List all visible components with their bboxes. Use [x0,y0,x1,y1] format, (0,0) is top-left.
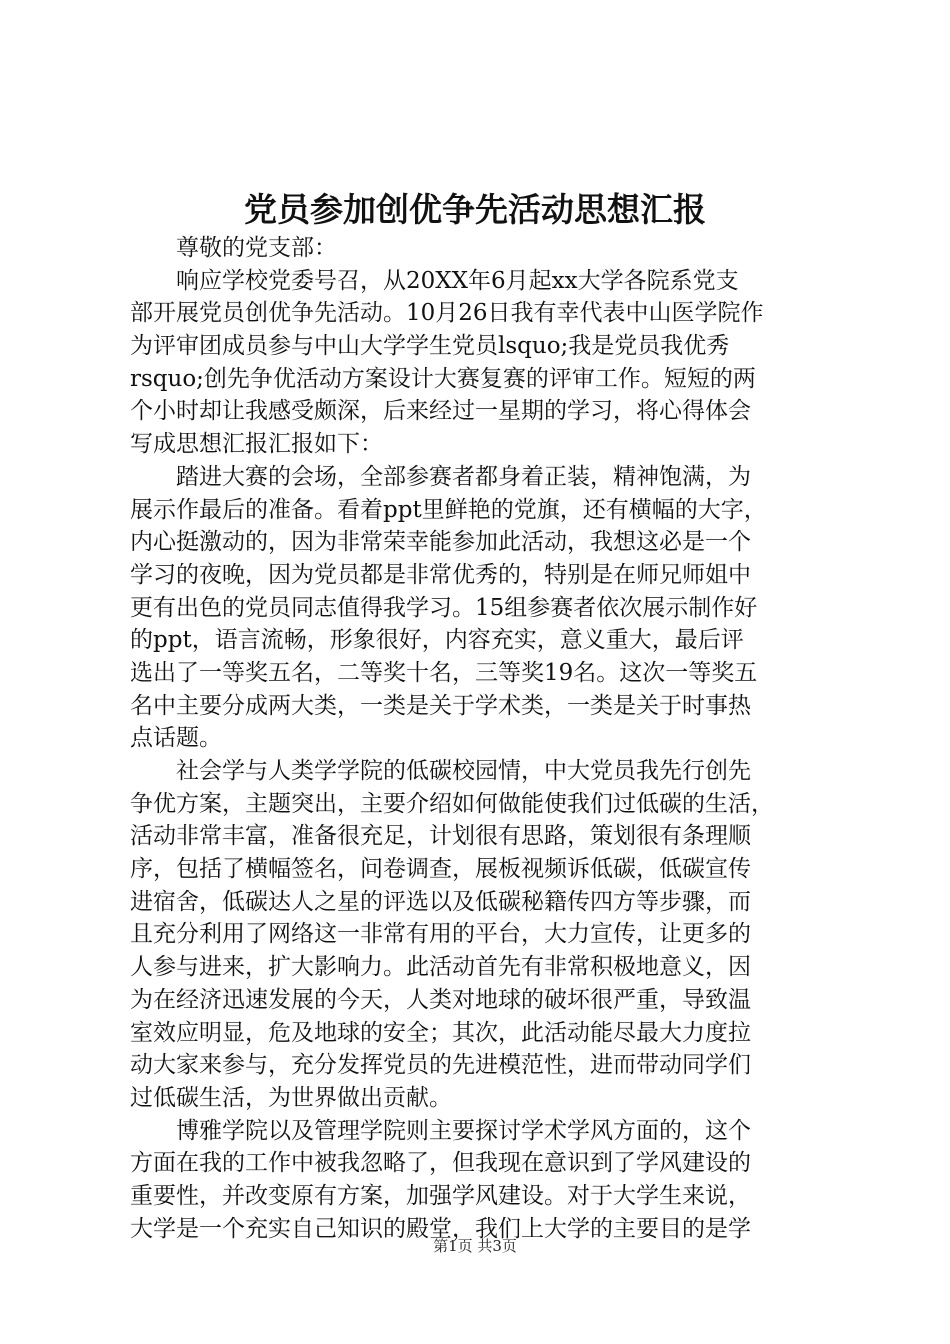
text-line: 且充分利用了网络这一非常有用的平台，大力宣传，让更多的 [130,921,751,948]
text-line: 人参与进来，扩大影响力。此活动首先有非常积极地意义，因 [130,954,751,981]
text-line: 选出了一等奖五名，二等奖十名，三等奖19名。这次一等奖五 [130,659,758,686]
text-line: 踏进大赛的会场，全部参赛者都身着正装，精神饱满，为 [176,463,751,490]
text-line: 个小时却让我感受颇深，后来经过一星期的学习，将心得体会 [130,398,751,425]
text-line: 室效应明显，危及地球的安全；其次，此活动能尽最大力度拉 [130,1019,751,1046]
text-line: 活动非常丰富，准备很充足，计划很有思路，策划很有条理顺 [130,823,751,850]
text-line: 序，包括了横幅签名，问卷调查，展板视频诉低碳，低碳宣传 [130,856,751,883]
text-line: 动大家来参与，充分发挥党员的先进模范性，进而带动同学们 [130,1052,751,1079]
text-line: 学习的夜晚，因为党员都是非常优秀的，特别是在师兄师姐中 [130,561,751,588]
text-line: 争优方案，主题突出，主要介绍如何做能使我们过低碳的生活， [130,790,774,817]
text-line: 写成思想汇报汇报如下： [130,431,383,458]
text-line: 点话题。 [130,725,222,752]
text-line: 社会学与人类学学院的低碳校园情，中大党员我先行创先 [176,758,751,784]
text-line: 为评审团成员参与中山大学学生党员lsquo;我是党员我优秀 [130,333,730,360]
text-line: 名中主要分成两大类，一类是关于学术类，一类是关于时事热 [130,692,751,719]
text-line: 进宿舍，低碳达人之星的评选以及低碳秘籍传四方等步骤，而 [130,888,751,915]
text-line: 尊敬的党支部： [176,235,337,261]
text-line: rsquo;创先争优活动方案设计大赛复赛的评审工作。短短的两 [130,365,756,392]
text-line: 展示作最后的准备。看着ppt里鲜艳的党旗，还有横幅的大字， [130,496,767,523]
document-title: 党员参加创优争先活动思想汇报 [244,190,706,229]
text-line: 博雅学院以及管理学院则主要探讨学术学风方面的，这个 [176,1117,751,1144]
text-line: 为在经济迅速发展的今天，人类对地球的破坏很严重，导致温 [130,986,751,1013]
document-body [130,232,835,1245]
text-line: 过低碳生活，为世界做出贡献。 [130,1084,452,1111]
text-line: 方面在我的工作中被我忽略了，但我现在意识到了学风建设的 [130,1150,751,1177]
text-line: 更有出色的党员同志值得我学习。15组参赛者依次展示制作好 [130,594,758,621]
text-line: 大学是一个充实自己知识的殿堂，我们上大学的主要目的是学 [130,1215,751,1242]
page-footer: 第1页 共3页 [433,1237,517,1255]
text-line: 的ppt，语言流畅，形象很好，内容充实，意义重大，最后评 [130,627,744,654]
text-line: 响应学校党委号召，从20XX年6月起xx大学各院系党支 [176,267,739,294]
text-line: 部开展党员创优争先活动。10月26日我有幸代表中山医学院作 [130,300,764,327]
text-line: 内心挺激动的，因为非常荣幸能参加此活动，我想这必是一个 [130,529,751,556]
text-line: 重要性，并改变原有方案，加强学风建设。对于大学生来说， [130,1182,751,1209]
